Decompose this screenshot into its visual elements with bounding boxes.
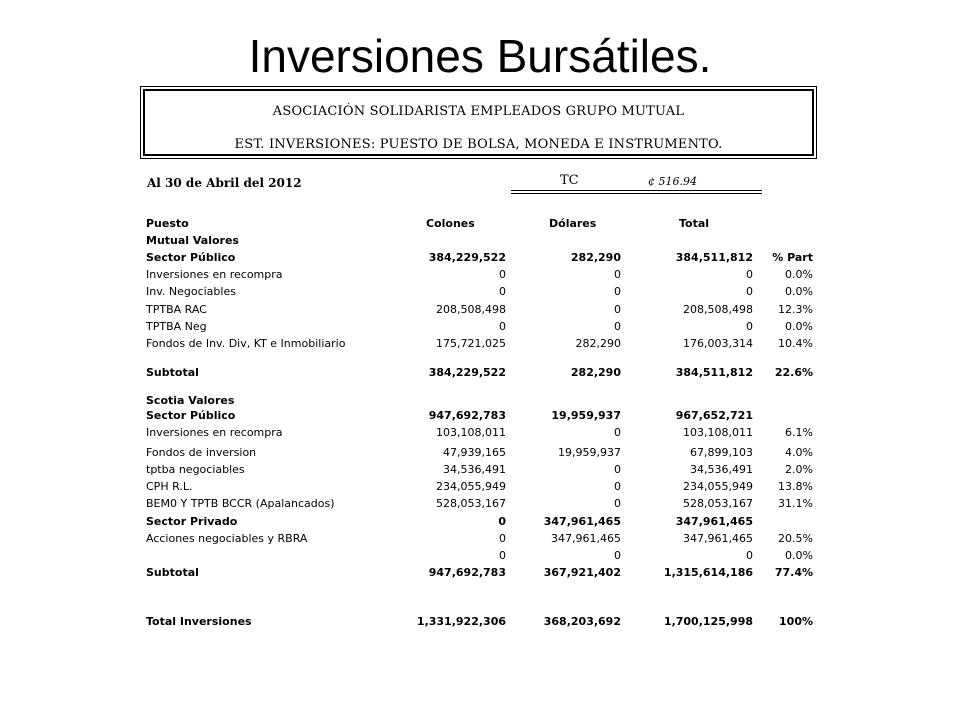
percent-part: 12.3%	[778, 303, 813, 316]
total-value: 176,003,314	[683, 337, 753, 350]
colones-value: 234,055,949	[436, 480, 506, 493]
organization-name: ASOCIACIÓN SOLIDARISTA EMPLEADOS GRUPO MUTUAL	[272, 104, 685, 119]
row-label: Sector Público	[146, 251, 236, 264]
column-header-dolares: Dólares	[549, 217, 597, 230]
dolares-value: 367,921,402	[543, 566, 621, 579]
colones-value: 34,536,491	[443, 463, 506, 476]
total-value: 384,511,812	[675, 366, 753, 379]
row-label: Inversiones en recompra	[146, 426, 283, 439]
percent-part: 20.5%	[778, 532, 813, 545]
percent-part: 4.0%	[785, 446, 813, 459]
total-value: 0	[746, 268, 753, 281]
dolares-value: 19,959,937	[551, 409, 621, 422]
dolares-value: 0	[614, 285, 621, 298]
dolares-value: 347,961,465	[543, 515, 621, 528]
colones-value: 0	[499, 532, 506, 545]
percent-part: 0.0%	[785, 549, 813, 562]
total-value: 0	[746, 549, 753, 562]
colones-value: 528,053,167	[436, 497, 506, 510]
colones-value: 384,229,522	[428, 366, 506, 379]
row-label: Subtotal	[146, 366, 199, 379]
total-value: 347,961,465	[675, 515, 753, 528]
column-header-colones: Colones	[426, 217, 475, 230]
colones-value: 175,721,025	[436, 337, 506, 350]
table-row	[0, 266, 960, 283]
table-row	[0, 335, 960, 352]
column-header-row	[0, 215, 960, 232]
total-value: 67,899,103	[690, 446, 753, 459]
column-header-puesto: Puesto	[146, 217, 189, 230]
dolares-value: 0	[614, 549, 621, 562]
dolares-value: 282,290	[570, 366, 621, 379]
row-label: TPTBA Neg	[146, 320, 207, 333]
row-label: Acciones negociables y RBRA	[146, 532, 308, 545]
table-row	[0, 232, 960, 249]
percent-part: 2.0%	[785, 463, 813, 476]
table-row	[0, 564, 960, 581]
table-row	[0, 283, 960, 300]
row-label: Inversiones en recompra	[146, 268, 283, 281]
colones-value: 0	[499, 549, 506, 562]
total-value: 234,055,949	[683, 480, 753, 493]
row-label: Fondos de inversion	[146, 446, 257, 459]
total-value: 0	[746, 320, 753, 333]
dolares-value: 0	[614, 303, 621, 316]
exchange-rate-label: TC	[560, 173, 579, 188]
dolares-value: 347,961,465	[551, 532, 621, 545]
dolares-value: 0	[614, 463, 621, 476]
total-value: 208,508,498	[683, 303, 753, 316]
row-label: tptba negociables	[146, 463, 245, 476]
total-value: 103,108,011	[683, 426, 753, 439]
exchange-rate-underline	[511, 190, 762, 191]
dolares-value: 0	[614, 497, 621, 510]
total-value: 1,315,614,186	[663, 566, 753, 579]
colones-value: 208,508,498	[436, 303, 506, 316]
percent-part: 13.8%	[778, 480, 813, 493]
row-label: Total Inversiones	[146, 615, 252, 628]
colones-value: 947,692,783	[428, 409, 506, 422]
row-label: CPH R.L.	[146, 480, 193, 493]
colones-value: 1,331,922,306	[416, 615, 506, 628]
percent-part: 100%	[779, 615, 813, 628]
percent-part: % Part	[772, 251, 813, 264]
row-label: Sector Público	[146, 409, 236, 422]
row-label: Fondos de Inv. Div, KT e Inmobiliario	[146, 337, 346, 350]
total-value: 347,961,465	[683, 532, 753, 545]
colones-value: 0	[499, 285, 506, 298]
percent-part: 0.0%	[785, 285, 813, 298]
dolares-value: 0	[614, 320, 621, 333]
dolares-value: 282,290	[570, 251, 621, 264]
colones-value: 47,939,165	[443, 446, 506, 459]
slide-title: Inversiones Bursátiles.	[248, 30, 712, 82]
percent-part: 0.0%	[785, 320, 813, 333]
colones-value: 384,229,522	[428, 251, 506, 264]
row-label: Inv. Negociables	[146, 285, 236, 298]
percent-part: 77.4%	[774, 566, 813, 579]
table-row	[0, 613, 960, 630]
total-value: 0	[746, 285, 753, 298]
dolares-value: 0	[614, 426, 621, 439]
total-value: 1,700,125,998	[663, 615, 753, 628]
dolares-value: 0	[614, 480, 621, 493]
dolares-value: 282,290	[575, 337, 621, 350]
total-value: 384,511,812	[675, 251, 753, 264]
row-label: BEM0 Y TPTB BCCR (Apalancados)	[146, 497, 335, 510]
percent-part: 10.4%	[778, 337, 813, 350]
table-row	[0, 301, 960, 318]
dolares-value: 19,959,937	[558, 446, 621, 459]
exchange-rate-underline-2	[511, 193, 762, 194]
percent-part: 22.6%	[774, 366, 813, 379]
table-row	[0, 407, 960, 424]
row-label: TPTBA RAC	[146, 303, 207, 316]
total-value: 967,652,721	[675, 409, 753, 422]
row-label: Mutual Valores	[146, 234, 239, 247]
table-row	[0, 513, 960, 530]
report-subtitle: EST. INVERSIONES: PUESTO DE BOLSA, MONEDA E INSTRUMENTO.	[234, 137, 723, 152]
row-label: Scotia Valores	[146, 394, 235, 407]
report-header-box	[143, 89, 814, 156]
colones-value: 0	[498, 515, 506, 528]
exchange-rate-value: ¢ 516.94	[648, 175, 697, 188]
table-row	[0, 424, 960, 441]
table-row	[0, 318, 960, 335]
colones-value: 0	[499, 320, 506, 333]
table-row	[0, 547, 960, 564]
table-row	[0, 444, 960, 461]
total-value: 528,053,167	[683, 497, 753, 510]
table-row	[0, 461, 960, 478]
row-label: Subtotal	[146, 566, 199, 579]
table-row	[0, 249, 960, 266]
colones-value: 103,108,011	[436, 426, 506, 439]
dolares-value: 368,203,692	[543, 615, 621, 628]
total-value: 34,536,491	[690, 463, 753, 476]
percent-part: 0.0%	[785, 268, 813, 281]
colones-value: 947,692,783	[428, 566, 506, 579]
column-header-total: Total	[679, 217, 710, 230]
table-row	[0, 530, 960, 547]
report-date: Al 30 de Abril del 2012	[147, 176, 302, 190]
percent-part: 31.1%	[778, 497, 813, 510]
table-row	[0, 364, 960, 381]
table-row	[0, 495, 960, 512]
colones-value: 0	[499, 268, 506, 281]
percent-part: 6.1%	[785, 426, 813, 439]
table-row	[0, 478, 960, 495]
dolares-value: 0	[614, 268, 621, 281]
row-label: Sector Privado	[146, 515, 238, 528]
